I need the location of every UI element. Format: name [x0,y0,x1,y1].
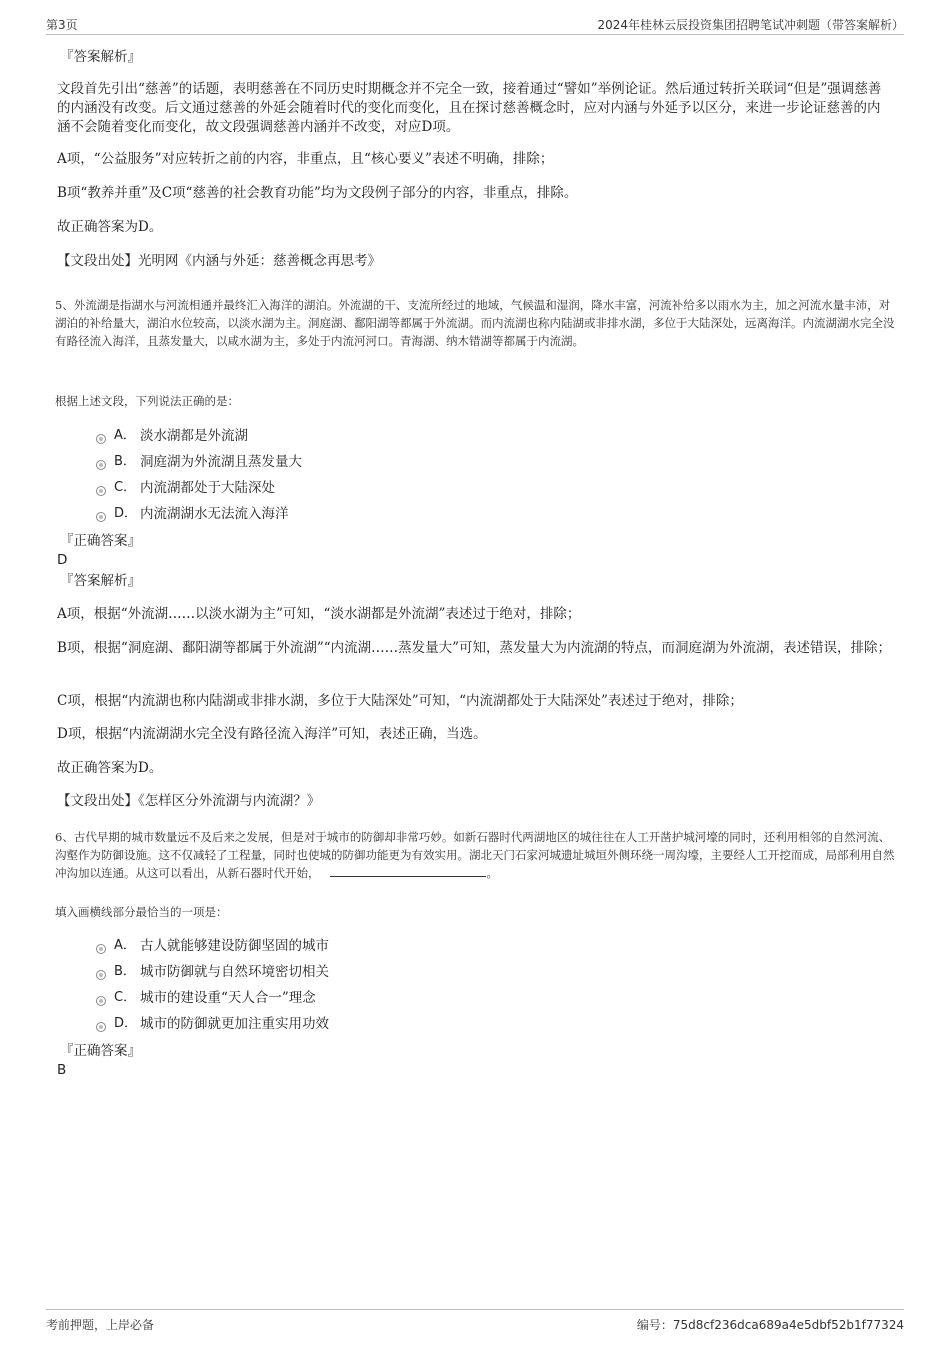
q5-analysis-label: 『答案解析』 [60,573,141,589]
option-text: 城市防御就与自然环境密切相关 [140,964,329,980]
q5-source: 【文段出处】《怎样区分外流湖与内流湖？》 [57,793,321,809]
option-text: 内流湖都处于大陆深处 [140,480,275,496]
q4-analysis-option-bc: B项“教养并重”及C项“慈善的社会教育功能”均为文段例子部分的内容，非重点，排除。 [57,185,578,201]
radio-icon[interactable] [96,1022,106,1032]
footer-slogan: 考前押题，上岸必备 [46,1318,155,1332]
q5-option-c[interactable] [96,478,275,498]
document-code: 编号：75d8cf236dca689a4e5dbf52b1f77324 [636,1318,904,1332]
option-letter: C． [114,480,137,495]
q5-analysis-a: A项，根据“外流湖……以淡水湖为主”可知，“淡水湖都是外流湖”表述过于绝对，排除； [57,606,581,622]
page-number: 第3页 [46,18,78,32]
q5-correct-label: 『正确答案』 [60,533,141,549]
option-letter: B． [114,964,136,979]
option-letter: D． [114,506,138,521]
q5-option-d[interactable] [96,504,289,524]
q6-correct-answer: B [57,1062,67,1078]
q6-prompt: 填入画横线部分最恰当的一项是： [55,905,228,919]
option-text: 淡水湖都是外流湖 [140,428,248,444]
q6-option-b[interactable] [96,962,329,982]
q4-analysis-option-a: A项，“公益服务”对应转折之前的内容，非重点，且“核心要义”表述不明确，排除； [57,151,554,167]
radio-icon[interactable] [96,460,106,470]
q6-stem [55,828,895,882]
q6-option-c[interactable] [96,988,316,1008]
q6-stem-end: 。 [486,866,498,880]
radio-icon[interactable] [96,944,106,954]
q6-correct-label: 『正确答案』 [60,1043,141,1059]
radio-icon[interactable] [96,434,106,444]
option-text: 洞庭湖为外流湖且蒸发量大 [140,454,302,470]
option-letter: C． [114,990,137,1005]
q6-option-a[interactable] [96,936,329,956]
q5-prompt: 根据上述文段，下列说法正确的是： [55,394,239,408]
q5-analysis-b: B项，根据“洞庭湖、鄱阳湖等都属于外流湖”“内流湖……蒸发量大”可知，蒸发量大为内流湖的特点，而洞庭湖为外流湖，表述错误，排除； [57,640,892,656]
radio-icon[interactable] [96,512,106,522]
q6-option-d[interactable] [96,1014,329,1034]
radio-icon[interactable] [96,996,106,1006]
q5-answer-conclusion: 故正确答案为D。 [57,760,163,776]
q4-analysis-paragraph: 文段首先引出“慈善”的话题，表明慈善在不同历史时期概念并不完全一致，接着通过“譬如”举例论证。然后通过转折关联词“但是”强调慈善的内涵没有改变。后文通过慈善的外延会随着时代的变化而变化，且在探讨慈善概念时，应对内涵与外延予以区分，来进一步论证慈善的内涵不会随着变化而变化，故文段强调慈善内涵并不改变，对应D项。 [57,81,882,135]
option-text: 城市的防御就更加注重实用功效 [140,1016,329,1032]
q4-answer-conclusion: 故正确答案为D。 [57,219,163,235]
option-letter: D． [114,1016,138,1031]
q5-analysis-d: D项，根据“内流湖湖水完全没有路径流入海洋”可知，表述正确，当选。 [57,726,487,742]
page-header [46,14,904,35]
q5-stem: 5、外流湖是指湖水与河流相通并最终汇入海洋的湖泊。外流湖的干、支流所经过的地域，气候温和湿润，降水丰富，河流补给多以雨水为主，加之河流水量丰沛，对湖泊的补给量大，湖泊水位较高，以淡水湖为主。洞庭湖、鄱阳湖等都属于外流湖。而内流湖也称内陆湖或非排水湖，多位于大陆深处，远离海洋。内流湖湖水完全没有路径流入海洋，且蒸发量大，以咸水湖为主，多处于内流河河口。青海湖、纳木错湖等都属于内流湖。 [55,298,895,348]
option-letter: A． [114,938,136,953]
q5-correct-answer: D [57,552,68,568]
q4-analysis-label: 『答案解析』 [60,49,141,65]
page-footer [46,1309,904,1334]
radio-icon[interactable] [96,970,106,980]
document-title: 2024年桂林云辰投资集团招聘笔试冲刺题（带答案解析） [597,18,904,32]
option-text: 古人就能够建设防御坚固的城市 [140,938,329,954]
q6-stem-text: 6、古代早期的城市数量远不及后来之发展，但是对于城市的防御却非常巧妙。如新石器时代两湖地区的城往往在人工开凿护城河壕的同时，还利用相邻的自然河流、沟壑作为防御设施。这不仅减轻了工程量，同时也使城的防御功能更为有效实用。湖北天门石家河城遗址城垣外侧环绕一周沟壕，主要经人工开挖而成，局部利用自然冲沟加以连通。从这可以看出，从新石器时代开始， [55,830,895,880]
q4-source: 【文段出处】光明网《内涵与外延：慈善概念再思考》 [57,253,381,269]
option-text: 内流湖湖水无法流入海洋 [140,506,289,522]
q5-option-b[interactable] [96,452,302,472]
q5-analysis-c: C项，根据“内流湖也称内陆湖或非排水湖，多位于大陆深处”可知，“内流湖都处于大陆深处”表述过于绝对，排除； [57,693,743,709]
fill-in-blank [330,864,486,877]
option-letter: B． [114,454,136,469]
radio-icon[interactable] [96,486,106,496]
option-letter: A． [114,428,136,443]
option-text: 城市的建设重“天人合一”理念 [140,990,316,1006]
q5-option-a[interactable] [96,426,248,446]
